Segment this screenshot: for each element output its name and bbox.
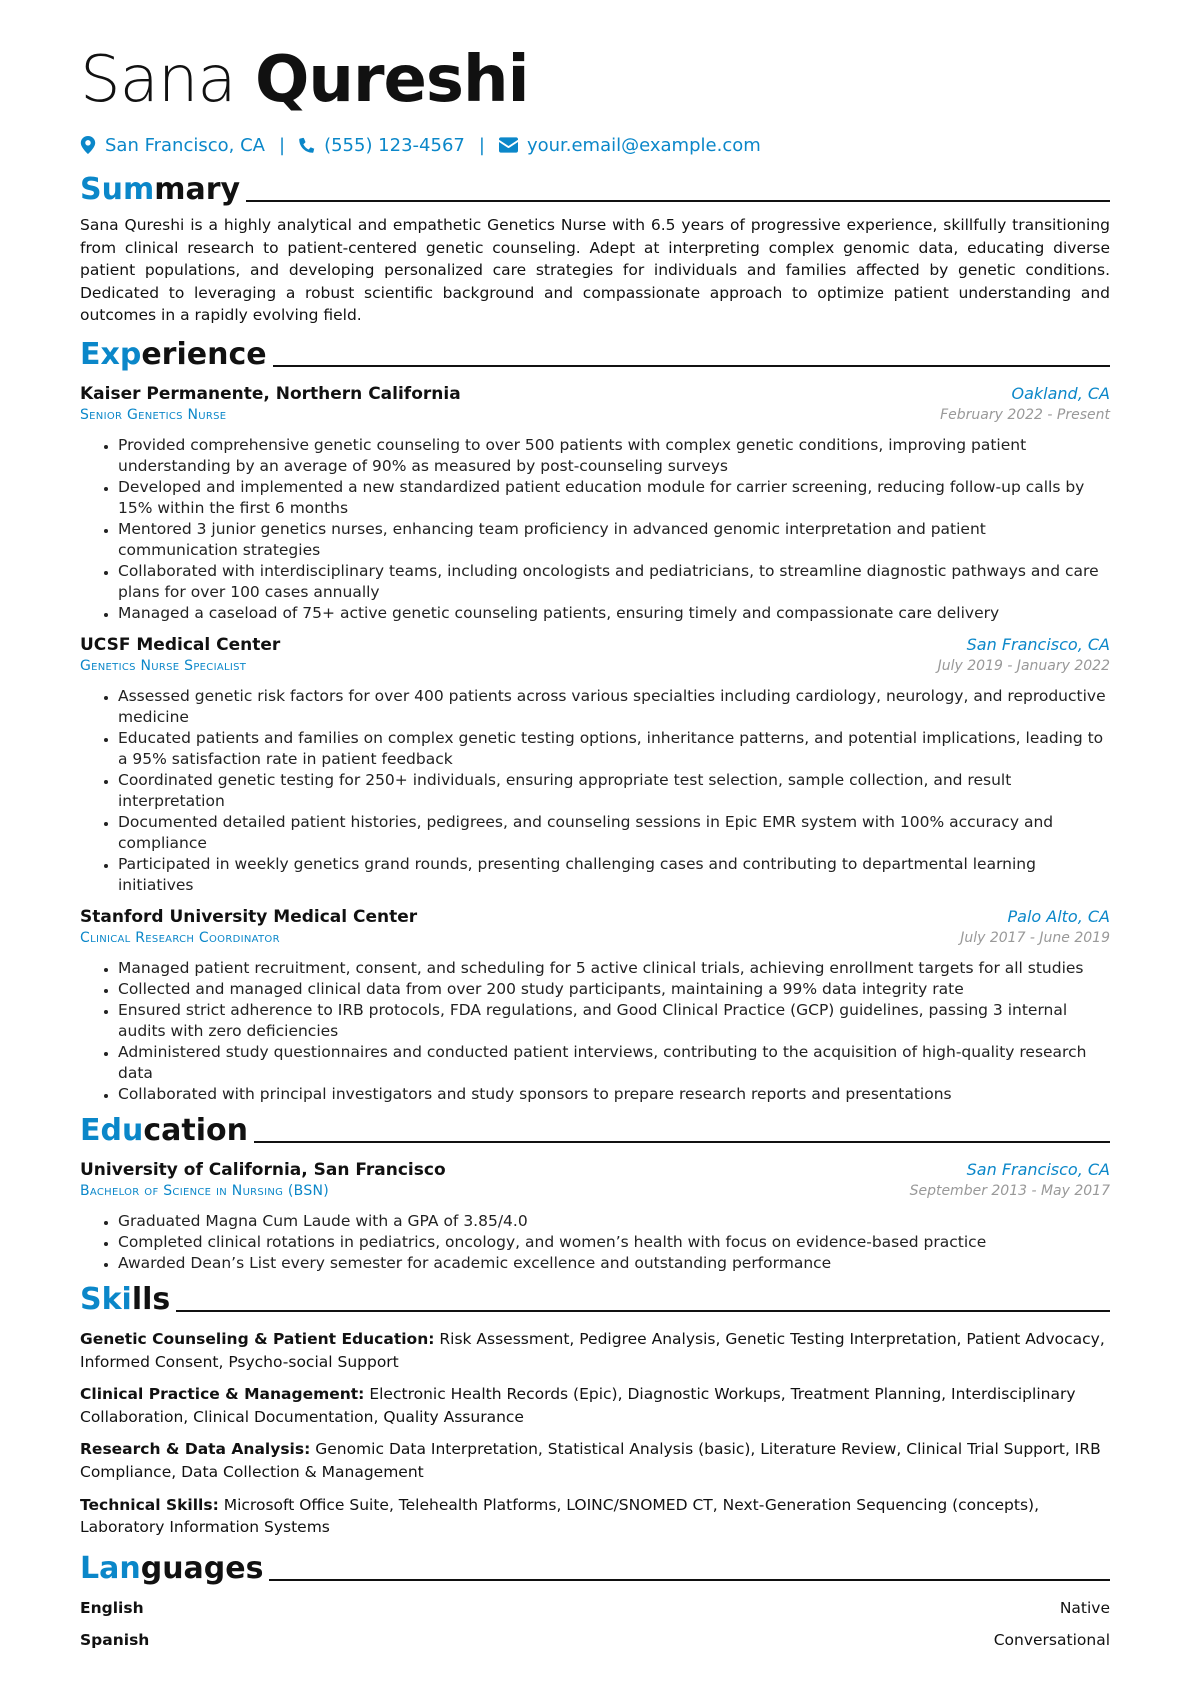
bullet-item: • Mentored 3 junior genetics nurses, enhancing team proficiency in advanced genomic interpretation and patient communication strategies — [118, 519, 1110, 561]
contact-location — [80, 135, 265, 156]
bullet-item: • Assessed genetic risk factors for over 400 patients across various specialties including cardiology, neurology, and reproductive medicine — [118, 686, 1110, 728]
entry-dates: July 2017 - June 2019 — [960, 929, 1110, 946]
title-accent: Sum — [80, 172, 155, 207]
languages-heading — [80, 1547, 1110, 1587]
entry-dates: February 2022 - Present — [940, 406, 1110, 423]
bullet-item: • Graduated Magna Cum Laude with a GPA of 3.85/4.0 — [118, 1211, 1110, 1232]
email-text[interactable]: your.email@example.com — [526, 134, 761, 156]
skills-list — [80, 1328, 1110, 1539]
title-rest: lls — [131, 1281, 171, 1317]
location-text: San Francisco, CA — [105, 134, 265, 156]
organization-name: University of California, San Francisco — [80, 1159, 446, 1180]
title-accent: Lan — [80, 1550, 141, 1586]
bullet-item: • Collaborated with interdisciplinary teams, including oncologists and pediatricians, to streamline diagnostic pathways and care plans for over 100 cases annually — [118, 561, 1110, 603]
envelope-icon — [499, 136, 518, 154]
phone-icon — [299, 136, 315, 154]
bullet-item: • Managed patient recruitment, consent, and scheduling for 5 active clinical trials, achieving enrollment targets for all studies — [118, 958, 1110, 979]
bullet-item: • Coordinated genetic testing for 250+ individuals, ensuring appropriate test selection, sample collection, and result interpretation — [118, 770, 1110, 812]
entry-location: Oakland, CA — [1011, 383, 1110, 403]
bullet-list — [80, 1211, 1110, 1274]
bullet-item: • Collaborated with principal investigators and study sponsors to prepare research reports and presentations — [118, 1084, 1110, 1105]
entry-subheader — [80, 930, 1110, 946]
skill-group-items: Electronic Health Records (Epic), Diagnostic Workups, Treatment Planning, Interdisciplinary Collaboration, Clinical Documentation, Quality Assurance — [80, 1385, 1076, 1426]
skill-group-label: Technical Skills: — [80, 1495, 219, 1514]
contact-separator: | — [478, 134, 485, 156]
language-row — [80, 1629, 1110, 1651]
experience-entry — [80, 634, 1110, 896]
section-title — [80, 1282, 170, 1318]
entry-header — [80, 634, 1110, 656]
first-name: Sana — [80, 43, 236, 117]
section-rule — [269, 1579, 1110, 1581]
skill-group — [80, 1494, 1110, 1539]
candidate-name — [80, 42, 1110, 118]
section-rule — [246, 200, 1110, 202]
language-name: English — [80, 1598, 144, 1617]
education-heading — [80, 1109, 1110, 1149]
title-accent: Edu — [80, 1112, 144, 1148]
entry-location: Palo Alto, CA — [1007, 906, 1110, 926]
language-level: Conversational — [993, 1630, 1110, 1649]
skill-group — [80, 1383, 1110, 1428]
skill-group-label: Research & Data Analysis: — [80, 1440, 311, 1459]
language-level: Native — [1059, 1598, 1110, 1617]
bullet-item: • Collected and managed clinical data from over 200 study participants, maintaining a 99% data integrity rate — [118, 979, 1110, 1000]
skill-group-label: Genetic Counseling & Patient Education: — [80, 1329, 435, 1348]
education-entry — [80, 1159, 1110, 1274]
organization-name: Stanford University Medical Center — [80, 906, 418, 927]
entry-subheader — [80, 1183, 1110, 1199]
experience-entry — [80, 906, 1110, 1105]
skill-group — [80, 1438, 1110, 1483]
experience-list — [80, 383, 1110, 1105]
title-accent: Exp — [80, 336, 142, 372]
contact-bar — [80, 132, 1110, 158]
summary-heading — [80, 168, 1110, 208]
title-rest: erience — [141, 336, 267, 372]
language-row — [80, 1597, 1110, 1619]
bullet-list — [80, 958, 1110, 1105]
last-name: Qureshi — [254, 43, 529, 117]
entry-subheader — [80, 658, 1110, 674]
bullet-item: • Documented detailed patient histories, pedigrees, and counseling sessions in Epic EMR system with 100% accuracy and compliance — [118, 812, 1110, 854]
bullet-item: • Administered study questionnaires and conducted patient interviews, contributing to the acquisition of high-quality research data — [118, 1042, 1110, 1084]
section-title — [80, 337, 267, 373]
entry-location: San Francisco, CA — [966, 1159, 1110, 1179]
bullet-item: • Educated patients and families on complex genetic testing options, inheritance patterns, and potential implications, leading to a 95% satisfaction rate in patient feedback — [118, 728, 1110, 770]
map-pin-icon — [80, 136, 96, 154]
section-rule — [254, 1141, 1110, 1143]
entry-subheader — [80, 407, 1110, 423]
languages-list — [80, 1597, 1110, 1651]
experience-entry — [80, 383, 1110, 624]
bullet-item: • Managed a caseload of 75+ active genetic counseling patients, ensuring timely and compassionate care delivery — [118, 603, 1110, 624]
bullet-item: • Participated in weekly genetics grand rounds, presenting challenging cases and contributing to departmental learning initiatives — [118, 854, 1110, 896]
skill-group — [80, 1328, 1110, 1373]
experience-heading — [80, 333, 1110, 373]
bullet-item: • Developed and implemented a new standardized patient education module for carrier screening, reducing follow-up calls by 15% within the first 6 months — [118, 477, 1110, 519]
organization-name: UCSF Medical Center — [80, 634, 281, 655]
entry-role: Genetics Nurse Specialist — [80, 657, 247, 674]
entry-header — [80, 383, 1110, 405]
skill-group-items: Microsoft Office Suite, Telehealth Platforms, LOINC/SNOMED CT, Next-Generation Sequencing (concepts), Laboratory Information Systems — [80, 1495, 1039, 1537]
bullet-list — [80, 686, 1110, 896]
entry-role: Clinical Research Coordinator — [80, 929, 280, 946]
skill-group-items: Genomic Data Interpretation, Statistical Analysis (basic), Literature Review, Clinical Trial Support, IRB Compliance, Data Collection & Management — [80, 1440, 1101, 1481]
entry-header — [80, 1159, 1110, 1181]
skills-heading — [80, 1278, 1110, 1318]
contact-separator: | — [278, 134, 286, 156]
section-title — [80, 172, 240, 208]
contact-phone[interactable] — [299, 135, 465, 156]
section-title — [80, 1113, 248, 1149]
entry-header — [80, 906, 1110, 928]
education-list — [80, 1159, 1110, 1274]
title-accent: Ski — [80, 1281, 132, 1317]
title-rest: cation — [143, 1112, 248, 1148]
skill-group-items: Risk Assessment, Pedigree Analysis, Genetic Testing Interpretation, Patient Advocacy, Informed Consent, Psycho-social Support — [80, 1329, 1105, 1371]
language-name: Spanish — [80, 1630, 150, 1649]
entry-dates: September 2013 - May 2017 — [909, 1182, 1110, 1199]
entry-role: Senior Genetics Nurse — [80, 406, 227, 423]
bullet-item: • Completed clinical rotations in pediatrics, oncology, and women’s health with focus on evidence-based practice — [118, 1232, 1110, 1253]
title-rest: mary — [154, 172, 241, 207]
organization-name: Kaiser Permanente, Northern California — [80, 383, 461, 404]
section-rule — [273, 365, 1110, 367]
bullet-item: • Provided comprehensive genetic counseling to over 500 patients with complex genetic conditions, improving patient understanding by an average of 90% as measured by post-counseling surveys — [118, 435, 1110, 477]
summary-text: Sana Qureshi is a highly analytical and empathetic Genetics Nurse with 6.5 years of progressive experience, skillfully transitioning from clinical research to patient-centered genetic counseling. Adept at interpreting complex genomic data, educating diverse patient populations, and developing personalized care strategies for individuals and families affected by genetic conditions. Dedicated to leveraging a robust scientific background and compassionate approach to optimize patient understanding and outcomes in a rapidly evolving field. — [80, 216, 1110, 325]
section-rule — [176, 1310, 1110, 1312]
bullet-item: • Ensured strict adherence to IRB protocols, FDA regulations, and Good Clinical Practice (GCP) guidelines, passing 3 internal audits with zero deficiencies — [118, 1000, 1110, 1042]
contact-email[interactable] — [499, 135, 761, 156]
phone-text[interactable]: (555) 123-4567 — [324, 134, 465, 156]
entry-dates: July 2019 - January 2022 — [937, 657, 1110, 674]
bullet-item: • Awarded Dean’s List every semester for academic excellence and outstanding performance — [118, 1253, 1110, 1274]
section-title — [80, 1551, 263, 1587]
title-rest: guages — [140, 1550, 264, 1586]
entry-role: Bachelor of Science in Nursing (BSN) — [80, 1182, 330, 1199]
entry-location: San Francisco, CA — [966, 634, 1110, 654]
bullet-list — [80, 435, 1110, 624]
skill-group-label: Clinical Practice & Management: — [80, 1385, 365, 1404]
